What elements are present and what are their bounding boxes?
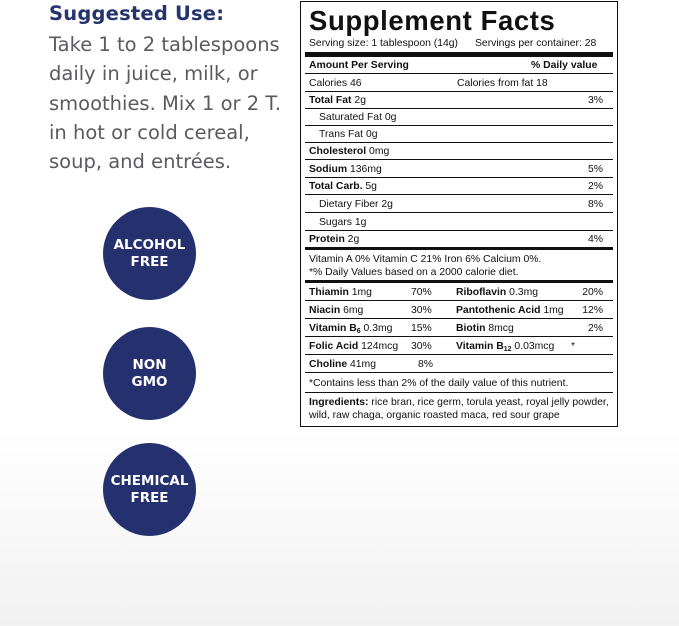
nutrient-amount: 2g <box>351 95 366 106</box>
nutrient-row <box>309 163 609 176</box>
divider <box>305 300 613 301</box>
dv-header: % Daily value <box>531 60 598 71</box>
micro-item <box>309 322 392 335</box>
serving-info <box>309 37 597 50</box>
micro-item <box>309 304 363 317</box>
divider <box>305 177 613 178</box>
divider <box>305 194 613 195</box>
badge-non-gmo <box>103 327 196 420</box>
nutrient-dv: 2% <box>587 181 603 192</box>
nutrient-amount: 5g <box>362 181 377 192</box>
micro-dv: 12% <box>582 305 603 316</box>
micro-name: Riboflavin <box>456 287 507 298</box>
micro-amount: 0.3mg <box>506 287 538 298</box>
micro-row <box>309 322 609 335</box>
micro-name: Thiamin <box>309 287 349 298</box>
micro-name: Biotin <box>456 323 486 334</box>
micro-amount: 124mcg <box>358 341 399 352</box>
micro-name: Vitamin B <box>456 341 504 352</box>
suggested-use-text <box>49 30 294 176</box>
micro-dv: 30% <box>411 341 432 352</box>
badge-line: ALCOHOL <box>113 236 186 253</box>
dv-note: *% Daily Values based on a 2000 calorie diet. <box>309 267 519 278</box>
calories: Calories 46 <box>309 78 362 89</box>
divider <box>305 73 613 74</box>
divider <box>305 336 613 337</box>
nutrient-amount: 2g <box>378 199 393 210</box>
nutrient-row <box>309 216 609 229</box>
suggested-use-line: in hot or cold cereal, <box>49 120 250 144</box>
micro-dv: 8% <box>418 359 434 370</box>
micro-item <box>456 304 564 317</box>
badge-label <box>107 357 193 391</box>
divider <box>305 91 613 92</box>
micro-dv: * <box>571 341 576 352</box>
divider <box>305 354 613 355</box>
micro-item <box>456 322 514 335</box>
badge-label <box>107 237 193 271</box>
divider <box>305 142 613 143</box>
divider <box>305 159 613 160</box>
micro-name: Pantothenic Acid <box>456 305 541 316</box>
divider <box>305 108 613 109</box>
micro-name: Niacin <box>309 305 341 316</box>
badge-line: FREE <box>130 253 169 270</box>
nutrient-row <box>309 128 609 141</box>
divider-thick <box>305 280 613 283</box>
micro-item <box>309 340 398 353</box>
nutrient-dv: 5% <box>587 164 603 175</box>
divider <box>305 372 613 373</box>
micro-amount: 41mg <box>347 359 376 370</box>
micro-name: Vitamin B <box>309 323 357 334</box>
serving-size: Serving size: 1 tablespoon (14g) <box>309 38 459 49</box>
nutrient-row <box>309 233 609 246</box>
micro-amount: 8mcg <box>485 323 514 334</box>
ingredients-label: Ingredients: <box>309 397 369 408</box>
badge-line: FREE <box>130 489 169 506</box>
badge-line: CHEMICAL <box>110 472 189 489</box>
micro-item <box>309 286 372 299</box>
nutrient-amount: 0g <box>363 129 378 140</box>
micro-dv: 15% <box>411 323 432 334</box>
nutrient-name: Total Carb. <box>309 181 363 192</box>
nutrient-name: Trans Fat <box>319 129 364 140</box>
divider <box>305 230 613 231</box>
micro-row <box>309 358 609 371</box>
nutrient-row <box>309 180 609 193</box>
micro-name: Folic Acid <box>309 341 359 352</box>
micro-subscript: 6 <box>356 328 361 335</box>
micro-amount: 1mg <box>348 287 372 298</box>
badge-label <box>107 473 193 507</box>
nutrient-name: Total Fat <box>309 95 352 106</box>
footnote: *Contains less than 2% of the daily value of this nutrient. <box>309 378 569 389</box>
micro-dv: 20% <box>582 287 603 298</box>
supplement-facts-panel <box>300 1 618 427</box>
divider <box>305 125 613 126</box>
nutrient-row <box>309 111 609 124</box>
divider-thick <box>305 52 613 57</box>
nutrient-row <box>309 145 609 158</box>
facts-title: Supplement Facts <box>309 5 556 36</box>
badge-alcohol-free <box>103 207 196 300</box>
servings-per-container: Servings per container: 28 <box>475 38 597 49</box>
nutrient-name: Protein <box>309 234 345 245</box>
badge-line: NON <box>132 356 167 373</box>
suggested-use-line: Take 1 to 2 tablespoons <box>49 33 280 56</box>
divider-thick <box>305 247 613 250</box>
ingredients-line <box>309 396 609 409</box>
calories-row <box>309 77 609 90</box>
nutrient-name: Sugars <box>319 217 352 228</box>
micro-row <box>309 340 609 353</box>
suggested-use-line: soup, and entrées. <box>49 150 232 174</box>
nutrient-dv: 8% <box>587 199 603 210</box>
nutrient-dv: 4% <box>587 234 603 245</box>
badge-chemical-free <box>103 443 196 536</box>
vitamins-line: Vitamin A 0% Vitamin C 21% Iron 6% Calcium 0%. <box>309 254 542 265</box>
nutrient-name: Sodium <box>309 164 348 175</box>
nutrient-dv: 3% <box>587 95 603 106</box>
nutrient-amount: 1g <box>351 217 367 228</box>
nutrient-row <box>309 94 609 107</box>
nutrient-name: Cholesterol <box>309 146 367 157</box>
nutrient-name: Saturated Fat <box>319 112 382 123</box>
micro-row <box>309 304 609 317</box>
ingredients-line: wild, raw chaga, organic roasted maca, red sour grape <box>309 410 560 421</box>
micro-dv: 30% <box>411 305 432 316</box>
micro-dv: 70% <box>411 287 432 298</box>
micro-amount: 6mg <box>340 305 364 316</box>
micro-subscript: 12 <box>503 346 512 353</box>
suggested-use-line: daily in juice, milk, or <box>49 62 258 86</box>
suggested-use-line: smoothies. Mix 1 or 2 T. <box>49 91 282 115</box>
nutrient-amount: 2g <box>344 234 360 245</box>
suggested-use-title: Suggested Use: <box>49 2 225 25</box>
nutrient-amount: 0g <box>381 112 397 123</box>
micro-amount: 0.03mcg <box>511 341 555 352</box>
calories-from-fat: Calories from fat 18 <box>457 78 548 89</box>
micro-item <box>309 358 376 371</box>
nutrient-amount: 0mg <box>366 146 390 157</box>
micro-item <box>456 340 554 353</box>
micro-name: Choline <box>309 359 348 370</box>
ingredients-text: rice bran, rice germ, torula yeast, royal jelly powder, <box>368 397 609 408</box>
nutrient-amount: 136mg <box>347 164 382 175</box>
micro-dv: 2% <box>587 323 603 334</box>
divider <box>305 318 613 319</box>
divider <box>305 392 613 393</box>
amount-header: Amount Per Serving <box>309 60 409 71</box>
nutrient-row <box>309 198 609 211</box>
micro-amount: 0.3mg <box>360 323 393 334</box>
amount-header-row <box>309 59 609 72</box>
badge-line: GMO <box>131 373 168 390</box>
divider <box>305 212 613 213</box>
micro-row <box>309 286 609 299</box>
nutrient-name: Dietary Fiber <box>319 199 379 210</box>
micro-amount: 1mg <box>540 305 564 316</box>
micro-item <box>456 286 538 299</box>
